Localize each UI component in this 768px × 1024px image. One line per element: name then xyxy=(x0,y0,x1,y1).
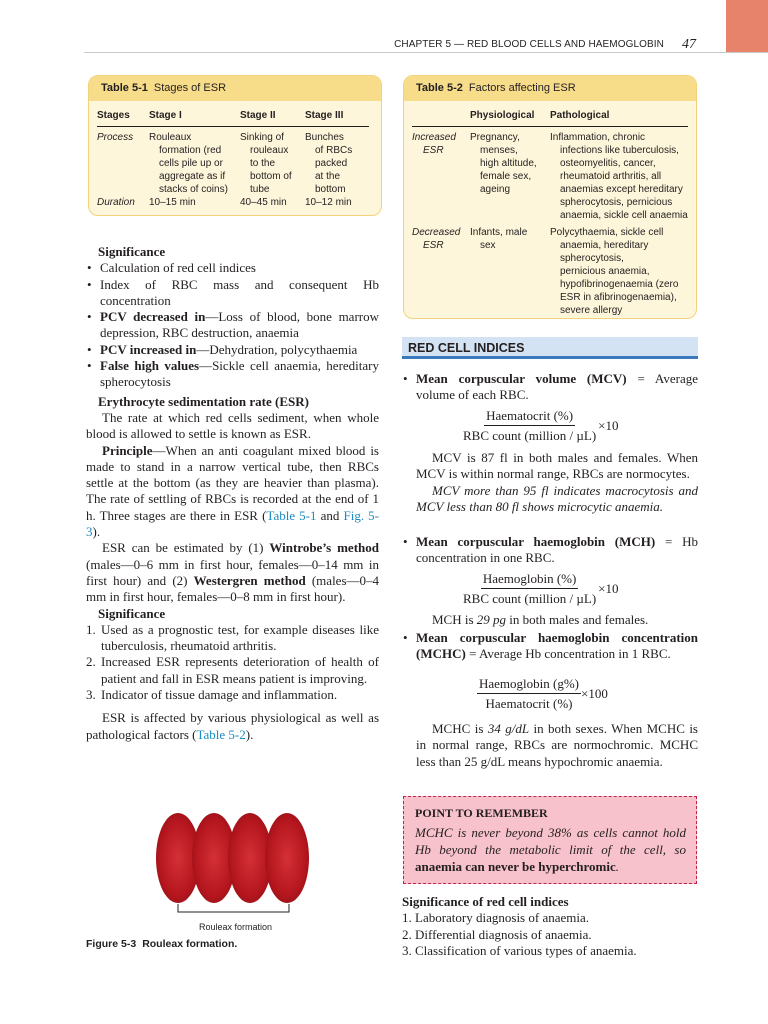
left-column xyxy=(86,244,379,743)
indices-significance-heading: Significance of red cell indices xyxy=(402,894,569,909)
mchc-text: MCHC is xyxy=(432,721,488,736)
physiological-text xyxy=(470,226,550,252)
table-caption xyxy=(404,76,696,101)
esr-significance-list xyxy=(86,622,379,703)
item-text: Increased ESR represents deterioration of health of patient and fall in ESR means patient is improving. xyxy=(101,654,379,686)
mcv-denominator: RBC count (million / µL) xyxy=(463,428,597,443)
mch-definition: = Hb concentration in one RBC. xyxy=(416,534,698,566)
chapter-title: CHAPTER 5 — RED BLOOD CELLS AND HAEMOGLOBIN xyxy=(394,39,664,50)
mchc-numerator: Haemoglobin (g%) xyxy=(477,676,581,694)
table-cell xyxy=(240,127,305,197)
cell-text-line: stacks of coins) xyxy=(159,184,228,195)
item-text: Used as a prognostic test, for example diseases like tuberculosis, rheumatoid arthritis. xyxy=(101,621,379,654)
indices-significance xyxy=(402,894,698,959)
mchc-term: Mean corpuscular haemoglobin concentration (MCHC) xyxy=(416,630,698,662)
table-row xyxy=(97,196,369,209)
cell-text-line: 40–45 min xyxy=(240,197,287,208)
mcv-term: Mean corpuscular volume (MCV) xyxy=(416,371,627,386)
cell-text-line: to the xyxy=(250,158,276,169)
mch-item xyxy=(402,534,698,567)
bullet-text: —Loss of blood, bone marrow depression, RBC destruction, anaemia xyxy=(100,309,379,341)
table-cell xyxy=(305,196,369,209)
table-row xyxy=(412,127,688,223)
bullet-item xyxy=(86,358,379,391)
cell-text xyxy=(240,196,305,209)
mch-formula xyxy=(461,571,619,606)
physiological-cell xyxy=(470,127,550,223)
table-title: Stages of ESR xyxy=(153,82,227,94)
table-number: Table 5-1 xyxy=(101,82,148,94)
row-label xyxy=(412,222,470,317)
esr-significance-heading: Significance xyxy=(98,605,166,621)
bullet-term: PCV decreased in xyxy=(100,309,206,325)
esr-definition: The rate at which red cells sediment, when whole blood is allowed to settle is known as ESR. xyxy=(86,409,379,442)
pathological-text xyxy=(550,226,688,317)
indices-significance-list xyxy=(402,910,698,959)
numbered-item xyxy=(86,654,379,687)
mcv-definition: = Average volume of each RBC. xyxy=(416,371,698,403)
mch-text-end: in both males and females. xyxy=(506,612,649,627)
row-label-line: ESR xyxy=(423,240,444,251)
pathological-text-line: Inflammation, chronic xyxy=(550,132,646,143)
table-5-1 xyxy=(88,75,382,216)
item-number: 3. xyxy=(86,687,96,703)
rouleaux-figure xyxy=(150,812,320,932)
table-row xyxy=(97,127,369,197)
cell-text-line: formation (red xyxy=(159,145,222,156)
column-header xyxy=(412,101,470,127)
row-label-line: ESR xyxy=(423,145,444,156)
bullet-item xyxy=(86,277,379,310)
cell-text-line: Bunches xyxy=(305,132,344,143)
figure-caption xyxy=(86,938,237,950)
row-label-line: Decreased xyxy=(412,227,461,238)
bullet-item xyxy=(86,342,379,358)
list-item: 2. Differential diagnosis of anaemia. xyxy=(402,926,592,942)
mch-numerator: Haemoglobin (%) xyxy=(481,571,579,589)
cell-text-line: of RBCs xyxy=(315,145,353,156)
fig-5-3-link[interactable]: Fig. 5-3 xyxy=(86,507,380,540)
point-body: MCHC is never beyond 38% as cells cannot hold Hb beyond the metabolic limit of the cell, so xyxy=(415,825,686,857)
figure-title: Rouleax formation. xyxy=(142,938,238,950)
pathological-text-line: pernicious anaemia, xyxy=(560,266,650,277)
cell-text xyxy=(305,131,369,196)
cell-text-line: packed xyxy=(315,158,348,169)
table-title: Factors affecting ESR xyxy=(468,82,576,94)
pathological-text-line: Polycythaemia, sickle cell xyxy=(550,227,664,238)
mchc-denominator: Haematocrit (%) xyxy=(485,696,573,711)
stages-table xyxy=(97,101,369,209)
pathological-cell xyxy=(550,222,688,317)
physiological-text-line: Infants, male xyxy=(470,227,528,238)
cell-text-line: 10–15 min xyxy=(149,197,196,208)
mch-text: MCH is xyxy=(432,612,477,627)
physiological-text-line: Pregnancy, xyxy=(470,132,520,143)
pathological-text-line: rheumatoid arthritis, all xyxy=(560,171,662,182)
factors-table xyxy=(412,101,688,317)
column-header: Stage III xyxy=(305,101,369,127)
physiological-text xyxy=(470,131,550,196)
mch-denominator: RBC count (million / µL) xyxy=(463,591,597,606)
row-label: Duration xyxy=(97,197,135,208)
running-header xyxy=(394,36,696,52)
rbc-cell-4 xyxy=(265,813,309,903)
point-emphasis: anaemia can never be hyperchromic xyxy=(415,859,616,874)
table-5-2-link[interactable]: Table 5-2 xyxy=(196,726,246,742)
cell-text xyxy=(305,196,369,209)
principle-label: Principle xyxy=(102,442,153,458)
bullet-text: Calculation of red cell indices xyxy=(100,260,256,276)
mch-term: Mean corpuscular haemoglobin (MCH) xyxy=(416,534,656,549)
pathological-text-line: anaemia, sickle cell anaemia xyxy=(560,210,688,221)
mcv-notes xyxy=(416,450,698,515)
method-text-1: ESR can be estimated by (1) xyxy=(102,540,270,556)
mch-value: 29 pg xyxy=(476,612,507,627)
mcv-abnormal-text: MCV more than 95 fl indicates macrocytosis and MCV less than 80 fl shows microcytic anaemia. xyxy=(416,482,698,514)
mchc-text-end: in both sexes. When MCHC is in normal range, RBCs are normochromic. MCHC less than 25 g/dL means hypochromic anaemia. xyxy=(416,721,698,769)
methods-paragraph xyxy=(86,540,379,605)
cell-text xyxy=(149,131,240,196)
table-cell xyxy=(149,127,240,197)
mchc-formula xyxy=(477,676,608,711)
cell-text-line: cells pile up or xyxy=(159,158,223,169)
pcv-significance-list xyxy=(86,260,379,390)
pathological-text-line: infections like tuberculosis, xyxy=(560,145,679,156)
column-header: Stages xyxy=(97,101,149,127)
pathological-text-line: hypofibrinogenaemia (zero xyxy=(560,279,679,290)
cell-text-line: Rouleaux xyxy=(149,132,192,143)
pathological-text-line: anaemias except hereditary xyxy=(560,184,683,195)
table-row xyxy=(412,222,688,317)
table-5-2 xyxy=(403,75,697,319)
bullet-term: PCV increased in xyxy=(100,341,197,357)
table-cell xyxy=(305,127,369,197)
mchc-notes xyxy=(416,721,698,770)
cell-text xyxy=(240,131,305,196)
numbered-item xyxy=(86,622,379,655)
physiological-cell xyxy=(470,222,550,317)
esr-heading: Erythrocyte sedimentation rate (ESR) xyxy=(98,393,309,409)
westergren-method: Westergren method xyxy=(193,572,306,588)
header-rule xyxy=(84,52,768,53)
point-title: POINT TO REMEMBER xyxy=(415,806,548,820)
cell-text-line: aggregate as if xyxy=(159,171,226,182)
row-label xyxy=(412,127,470,223)
method-text-2: (males—0–6 mm in first hour, females—0–14 mm in first hour) and (2) xyxy=(86,556,379,588)
factors-paragraph xyxy=(86,710,379,743)
cell-text-line: tube xyxy=(250,184,270,195)
mch-notes xyxy=(416,612,698,628)
mchc-value: 34 g/dL xyxy=(487,721,530,736)
physiological-text-line: sex xyxy=(480,240,496,251)
table-cell xyxy=(149,196,240,209)
point-to-remember-box xyxy=(403,796,697,884)
physiological-text-line: menses, xyxy=(480,145,518,156)
cell-text xyxy=(149,196,240,209)
table-5-1-link[interactable]: Table 5-1 xyxy=(266,507,317,523)
mch-multiplier: ×10 xyxy=(598,581,619,596)
bullet-item xyxy=(86,260,379,276)
principle-end: ). xyxy=(92,524,101,540)
principle-and: and xyxy=(316,507,344,523)
numbered-item xyxy=(86,687,379,703)
mchc-multiplier: ×100 xyxy=(581,686,608,701)
rouleaux-bracket xyxy=(178,904,289,912)
pathological-cell xyxy=(550,127,688,223)
pathological-text-line: ESR in afibrinogenaemia), xyxy=(560,292,677,303)
pathological-text xyxy=(550,131,688,222)
physiological-text-line: high altitude, xyxy=(480,158,537,169)
figure-number: Figure 5-3 xyxy=(86,938,137,950)
mcv-item xyxy=(402,371,698,404)
page-corner-tab xyxy=(726,0,768,52)
pathological-text-line: anaemia, hereditary xyxy=(560,240,649,251)
table-caption xyxy=(89,76,381,101)
pathological-text-line: osteomyelitis, cancer, xyxy=(560,158,656,169)
list-item: 3. Classification of various types of anaemia. xyxy=(402,942,637,958)
point-end: . xyxy=(615,859,620,874)
bullet-term: False high values xyxy=(100,358,200,374)
cell-text-line: rouleaux xyxy=(250,145,289,156)
pathological-text-line: spherocytosis, pernicious xyxy=(560,197,673,208)
cell-text-line: bottom of xyxy=(250,171,292,182)
cell-text-line: Sinking of xyxy=(240,132,284,143)
mchc-definition: = Average Hb concentration in 1 RBC. xyxy=(465,646,671,662)
mcv-normal-text: MCV is 87 fl in both males and females. When MCV is within normal range, RBCs are normocytes. xyxy=(416,450,698,482)
row-label-line: Increased xyxy=(412,132,456,143)
point-text xyxy=(415,824,686,875)
column-header: Physiological xyxy=(470,101,550,127)
wintrobe-method: Wintrobe’s method xyxy=(269,540,379,556)
principle-paragraph xyxy=(86,443,379,541)
cell-text-line: at the xyxy=(315,171,341,182)
factors-text: ESR is affected by various physiological as well as pathological factors ( xyxy=(86,710,379,742)
bullet-text: —Dehydration, polycythaemia xyxy=(196,341,358,357)
table-number: Table 5-2 xyxy=(416,82,463,94)
significance-heading: Significance xyxy=(98,244,166,259)
mcv-numerator: Haematocrit (%) xyxy=(484,408,575,426)
column-header: Stage II xyxy=(240,101,305,127)
bullet-text: Index of RBC mass and consequent Hb concentration xyxy=(100,276,379,308)
page-number: 47 xyxy=(682,37,696,52)
pathological-text-line: severe allergy xyxy=(560,305,623,316)
table-cell xyxy=(240,196,305,209)
column-header: Pathological xyxy=(550,101,688,127)
item-number: 2. xyxy=(86,654,96,670)
physiological-text-line: ageing xyxy=(480,184,511,195)
bullet-text: —Sickle cell anaemia, hereditary spherocytosis xyxy=(100,358,379,390)
method-text-3: (males—0–4 mm in first hour, females—0–8 mm in first hour). xyxy=(86,572,380,605)
principle-text: —When an anti coagulant mixed blood is made to stand in a narrow vertical tube, then RBCs settle at the bottom (as they are heavier than plasma). The rate of settling of RBCs is recorded at the end of 1 h. Three stages are there in ESR ( xyxy=(86,442,379,523)
factors-end: ). xyxy=(245,726,254,742)
cell-text-line: bottom xyxy=(315,184,346,195)
pathological-text-line: spherocytosis, xyxy=(560,253,624,264)
item-text: Indicator of tissue damage and inflammation. xyxy=(101,687,338,703)
figure-label: Rouleax formation xyxy=(199,922,273,932)
column-header: Stage I xyxy=(149,101,240,127)
section-header-red-cell-indices: RED CELL INDICES xyxy=(402,337,698,359)
row-label: Process xyxy=(97,132,134,143)
bullet-item xyxy=(86,309,379,342)
mcv-formula xyxy=(461,408,619,443)
mchc-item xyxy=(402,630,698,663)
mcv-multiplier: ×10 xyxy=(598,418,619,433)
list-item: 1. Laboratory diagnosis of anaemia. xyxy=(402,910,589,926)
cell-text-line: 10–12 min xyxy=(305,197,352,208)
item-number: 1. xyxy=(86,621,96,637)
physiological-text-line: female sex, xyxy=(480,171,532,182)
